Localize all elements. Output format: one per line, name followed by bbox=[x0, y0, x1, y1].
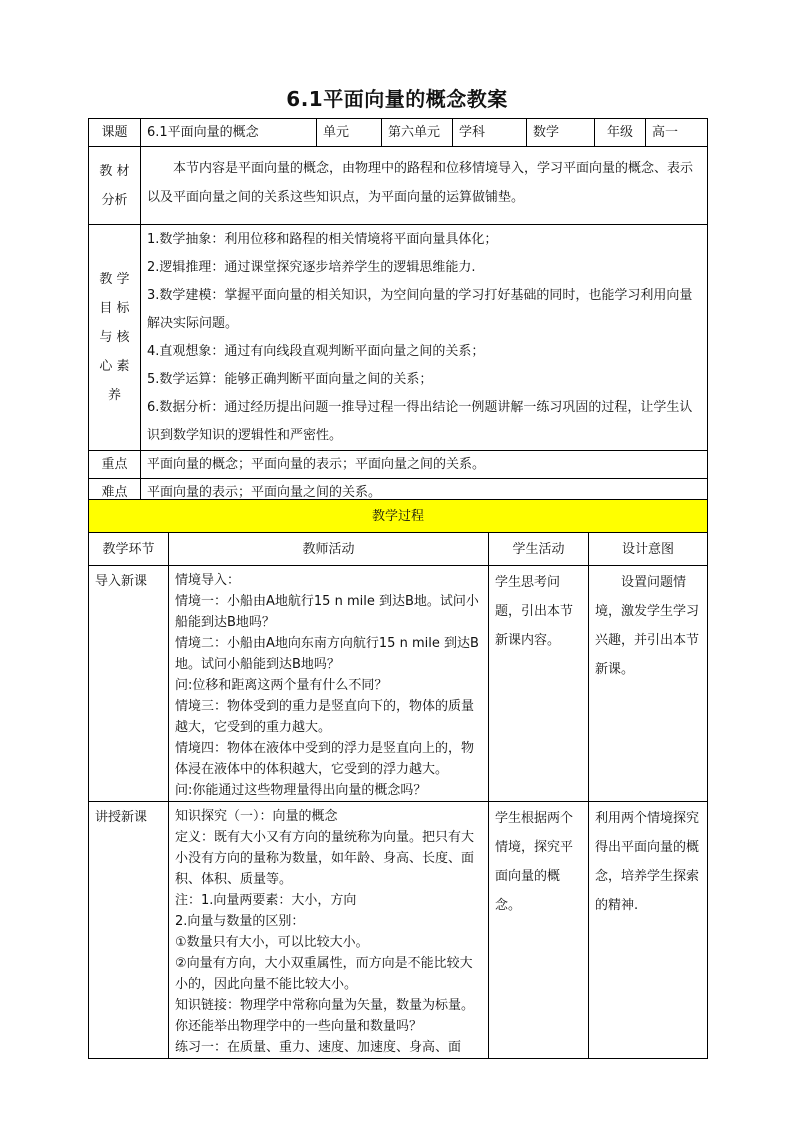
teacher-line: 知识探究（一）：向量的概念 bbox=[175, 809, 338, 824]
teacher-line: ①数量只有大小，可以比较大小。 bbox=[175, 935, 369, 950]
teacher-line: 定义：既有大小又有方向的量统称为向量。把只有大小没有方向的量称为数量，如年龄、身高、长度、面积、体积、质量等。 bbox=[175, 830, 475, 887]
stage-cell: 导入新课 bbox=[89, 566, 169, 802]
teacher-activity bbox=[169, 802, 489, 1059]
teacher-line: ②向量有方向，大小双重属性，而方向是不能比较大小的，因此向量不能比较大小。 bbox=[175, 956, 473, 992]
material-label: 教 材 分析 bbox=[89, 147, 141, 225]
objective-item: 1.数学抽象：利用位移和路程的相关情境将平面向量具体化； bbox=[147, 232, 498, 247]
teacher-line: 情境二：小船由A地向东南方向航行15 n mile 到达B地。试问小船能到达B地吗？ bbox=[175, 636, 479, 672]
subject-value: 数学 bbox=[527, 119, 595, 147]
objectives-list bbox=[141, 225, 708, 451]
grade-label: 年级 bbox=[595, 119, 646, 147]
material-row bbox=[89, 147, 708, 225]
teacher-line: 情境三：物体受到的重力是竖直向下的，物体的质量越大，它受到的重力越大。 bbox=[175, 699, 475, 735]
teacher-line: 情境一：小船由A地航行15 n mile 到达B地。试问小船能到达B地吗？ bbox=[175, 594, 479, 630]
process-banner: 教学过程 bbox=[89, 500, 708, 533]
column-header: 设计意图 bbox=[589, 533, 708, 566]
process-row-intro bbox=[89, 566, 708, 802]
difficulties-text: 平面向量的表示；平面向量之间的关系。 bbox=[141, 479, 708, 507]
process-row-new-lesson bbox=[89, 802, 708, 1059]
subject-label: 学科 bbox=[453, 119, 527, 147]
header-row bbox=[89, 119, 708, 147]
objective-item: 6.数据分析：通过经历提出问题一推导过程一得出结论一例题讲解一练习巩固的过程，让学生认识到数学知识的逻辑性和严密性。 bbox=[147, 400, 693, 443]
objective-item: 5.数学运算：能够正确判断平面向量之间的关系； bbox=[147, 372, 433, 387]
teacher-line: 问:位移和距离这两个量有什么不同？ bbox=[175, 678, 388, 693]
objective-item: 2.逻辑推理：通过课堂探究逐步培养学生的逻辑思维能力. bbox=[147, 260, 476, 275]
grade-value: 高一 bbox=[646, 119, 708, 147]
topic-value: 6.1平面向量的概念 bbox=[141, 119, 317, 147]
design-intent: 利用两个情境探究得出平面向量的概念，培养学生探索的精神. bbox=[589, 802, 708, 1059]
key-points-text: 平面向量的概念；平面向量的表示；平面向量之间的关系。 bbox=[141, 451, 708, 479]
objectives-row bbox=[89, 225, 708, 451]
teacher-line: 注：1.向量两要素：大小，方向 bbox=[175, 893, 357, 908]
unit-label: 单元 bbox=[317, 119, 382, 147]
column-header: 教学环节 bbox=[89, 533, 169, 566]
lesson-info-table bbox=[88, 118, 708, 507]
column-header: 教师活动 bbox=[169, 533, 489, 566]
design-intent: 设置问题情境，激发学生学习兴趣，并引出本节新课。 bbox=[589, 566, 708, 802]
objective-item: 3.数学建模：掌握平面向量的相关知识，为空间向量的学习打好基础的同时，也能学习利用向量解决实际问题。 bbox=[147, 288, 693, 331]
key-points-label: 重点 bbox=[89, 451, 141, 479]
teacher-line: 问:你能通过这些物理量得出向量的概念吗？ bbox=[175, 783, 427, 798]
key-points-row bbox=[89, 451, 708, 479]
objective-item: 4.直观想象：通过有向线段直观判断平面向量之间的关系； bbox=[147, 344, 485, 359]
student-activity: 学生根据两个情境，探究平面向量的概念。 bbox=[489, 802, 589, 1059]
teacher-line: 练习一：在质量、重力、速度、加速度、身高、面 bbox=[175, 1040, 462, 1055]
student-activity: 学生思考问题，引出本节新课内容。 bbox=[489, 566, 589, 802]
stage-cell: 讲授新课 bbox=[89, 802, 169, 1059]
teacher-line: 2.向量与数量的区别： bbox=[175, 914, 305, 929]
unit-value: 第六单元 bbox=[382, 119, 453, 147]
topic-label: 课题 bbox=[89, 119, 141, 147]
difficulties-label: 难点 bbox=[89, 479, 141, 507]
process-banner-row bbox=[89, 500, 708, 533]
teacher-line: 情境导入： bbox=[175, 573, 241, 588]
process-table bbox=[88, 499, 708, 1059]
teacher-activity bbox=[169, 566, 489, 802]
column-header: 学生活动 bbox=[489, 533, 589, 566]
teacher-line: 情境四：物体在液体中受到的浮力是竖直向上的，物体浸在液体中的体积越大，它受到的浮力越大。 bbox=[175, 741, 475, 777]
objectives-label: 教 学 目 标 与 核 心 素 养 bbox=[89, 225, 141, 451]
material-text: 本节内容是平面向量的概念，由物理中的路程和位移情境导入，学习平面向量的概念、表示以及平面向量之间的关系这些知识点，为平面向量的运算做铺垫。 bbox=[141, 147, 708, 225]
teacher-line: 知识链接：物理学中常称向量为矢量，数量为标量。你还能举出物理学中的一些向量和数量吗？ bbox=[175, 998, 475, 1034]
page-title: 6.1平面向量的概念教案 bbox=[286, 87, 508, 111]
process-header-row bbox=[89, 533, 708, 566]
